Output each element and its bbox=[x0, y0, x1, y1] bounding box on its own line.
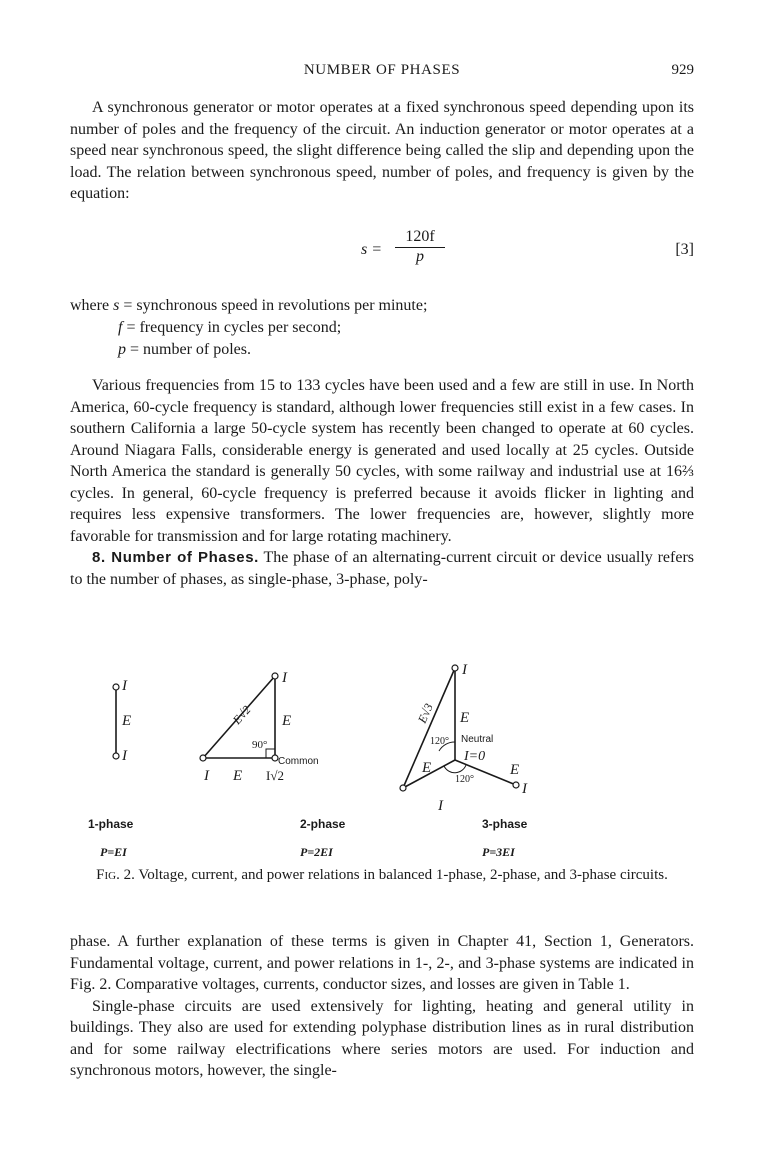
section-text: The phase of an alternating-current circuit or device usually refers to the number of phases, as single-phase, 3-phase, poly- bbox=[70, 549, 694, 588]
equation-label: [3] bbox=[675, 241, 694, 258]
two-phase-power: P=2EI bbox=[300, 845, 333, 859]
definition-text: = synchronous speed in revolutions per minute; bbox=[123, 297, 428, 314]
one-phase-i-top: I bbox=[122, 678, 127, 694]
two-phase-hyp-label: E√2 bbox=[229, 702, 254, 728]
phase-diagrams bbox=[70, 660, 694, 860]
two-phase-label: 2-phase bbox=[300, 817, 346, 831]
three-phase-angle-top: 120° bbox=[430, 736, 449, 747]
caption-label: Fig. 2. bbox=[96, 867, 135, 883]
three-phase-i-right: I bbox=[522, 781, 527, 797]
running-title: NUMBER OF PHASES bbox=[303, 62, 461, 78]
definition-f bbox=[70, 317, 694, 339]
paragraph-synchronous-speed bbox=[70, 97, 694, 205]
two-phase-common: Common bbox=[278, 756, 319, 767]
three-phase-angle-bottom: 120° bbox=[455, 774, 474, 785]
equation-lhs: s = bbox=[361, 241, 383, 258]
equation-fraction bbox=[395, 228, 445, 266]
definition-symbol: f bbox=[118, 319, 123, 336]
equation-denominator: p bbox=[416, 248, 424, 265]
two-phase-angle: 90° bbox=[252, 739, 268, 751]
three-phase-e-right: E bbox=[510, 762, 520, 778]
phase-diagram-figure bbox=[70, 660, 694, 860]
definition-symbol: p bbox=[118, 341, 126, 358]
paragraph-frequencies bbox=[70, 375, 694, 590]
two-phase-e-bottom: E bbox=[233, 768, 243, 784]
three-phase-i-bottom: I bbox=[438, 798, 443, 814]
two-phase-e: E bbox=[282, 713, 292, 729]
equation-numerator: 120f bbox=[395, 228, 445, 248]
page-header bbox=[70, 62, 694, 86]
definition-text: = frequency in cycles per second; bbox=[126, 319, 342, 336]
paragraph-text: A synchronous generator or motor operates at a fixed synchronous speed depending upon its number of poles and the frequency of the circuit. An induction generator or motor operates at a speed near synchronous speed, the slight difference being called the slip and depending upon the load. The relation between synchronous speed, number of poles, and frequency is given by the equation: bbox=[70, 99, 694, 202]
three-phase-label: 3-phase bbox=[482, 817, 528, 831]
one-phase-e: E bbox=[122, 713, 132, 729]
three-phase-i-zero: I=0 bbox=[464, 749, 486, 764]
three-phase-i-top: I bbox=[462, 662, 467, 678]
three-phase-neutral: Neutral bbox=[461, 734, 494, 745]
paragraph-text: Various frequencies from 15 to 133 cycles have been used and a few are still in use. In North America, 60-cycle frequency is standard, although lower frequencies still exist in a few cases. In southern California a large 50-cycle system has recently been changed to operate at 60 cycles. Around Niagara Falls, considerable energy is generated and used locally at 25 cycles. Outside North America the standard is generally 50 cycles, with some railway and industrial use at 16⅔ cycles. In general, 60-cycle frequency is preferred because it avoids flicker in lighting and requires less expensive transformers. The lower frequencies are, however, slightly more favorable for transmission and for large rotating machinery. bbox=[70, 377, 694, 545]
definition-prefix: where bbox=[70, 297, 110, 314]
definition-p bbox=[70, 339, 694, 361]
figure-caption bbox=[70, 866, 694, 885]
page-number: 929 bbox=[671, 62, 694, 78]
caption-text: Voltage, current, and power relations in balanced 1-phase, 2-phase, and 3-phase circuits. bbox=[138, 867, 668, 883]
one-phase-i-bottom: I bbox=[122, 748, 127, 764]
definition-symbol: s bbox=[113, 297, 120, 314]
definition-s bbox=[70, 295, 694, 317]
equation-3 bbox=[70, 228, 694, 276]
two-phase-i-bottom: I bbox=[204, 768, 209, 784]
paragraph-text: phase. A further explanation of these terms is given in Chapter 41, Section 1, Generators. Fundamental voltage, current, and power relations in 1-, 2-, and 3-phase systems are indicated in Fig. 2. Comparative voltages, currents, conductor sizes, and losses are given in Table 1. bbox=[70, 933, 694, 993]
paragraph-phase-usage bbox=[70, 931, 694, 1082]
three-phase-e-left: E bbox=[422, 760, 432, 776]
one-phase-power: P=EI bbox=[100, 845, 127, 859]
definition-text: = number of poles. bbox=[130, 341, 251, 358]
three-phase-e-top: E bbox=[460, 710, 470, 726]
three-phase-diag-label: E√3 bbox=[414, 701, 436, 726]
three-phase-power: P=3EI bbox=[482, 845, 515, 859]
one-phase-label: 1-phase bbox=[88, 817, 134, 831]
variable-definitions bbox=[70, 295, 694, 361]
section-heading: 8. Number of Phases. bbox=[92, 549, 259, 566]
two-phase-i-root2: I√2 bbox=[266, 768, 284, 783]
two-phase-i-top: I bbox=[282, 670, 287, 686]
section-paragraph bbox=[70, 547, 694, 590]
paragraph-text: Single-phase circuits are used extensively for lighting, heating and general utility in buildings. They also are used for extending polyphase distribution lines as in rural distribution and for some railway electrifications where series motors are used. For induction and synchronous motors, however, the single- bbox=[70, 997, 694, 1079]
